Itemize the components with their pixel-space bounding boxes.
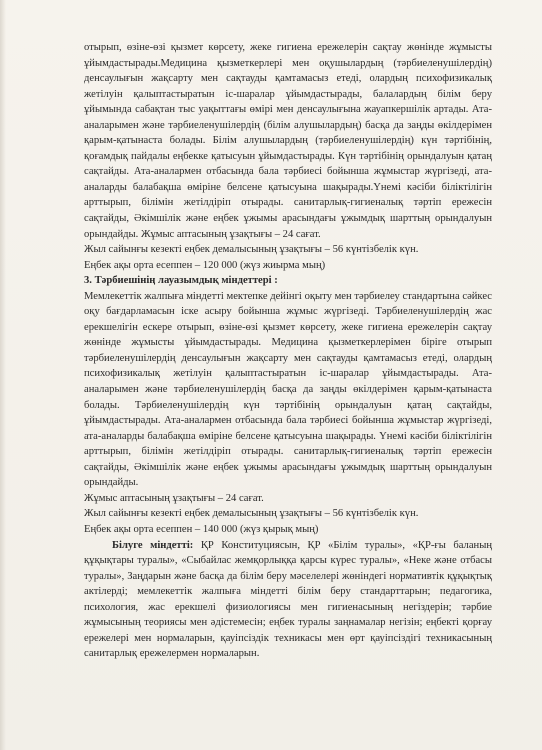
knowledge-text: ҚР Конституциясын, ҚР «Білім туралы», «ҚР-ғы баланың құқықтары туралы», «Сыбайлас жемқорлыққа қарсы күрес туралы», «Неке және отбасы туралы», Заңдарын және басқа да білім беру мәселелері жөніндегі нормативтік құқықтық актілерді; мемлекеттік жалпыға міндетті білім беру стандарттарын; педагогика, психология, жас ерекшелі физиологиясы мен гигиенасының негіздерін; тәрбие жұмысының теориясы мен әдістемесін; еңбек туралы заңнамалар негізін; еңбекті қорғау ережелері мен нормаларын, қауіпсіздік техникасы мен өрт қауіпсіздігі техникасының санитарлық ережелермен нормаларын.	[84, 539, 492, 660]
salary-line-2: Еңбек ақы орта есеппен – 140 000 (жүз қырық мың)	[84, 523, 319, 535]
paragraph-continuation: отырып, өзіне-өзі қызмет көрсету, жеке гигиена ережелерін сақтау жөнінде жұмысты ұйымдастырады.Медицина қызметкерлері мен оқушылардың (тәрбиеленушілердің) денсаулығын жақсарту мен сақтауды қамтамасыз етеді, олардың психофизикалық жетілуін қалыптастыратын іс-шаралар ұйымдастырады, балалардың білім беру ұйымында сабақтан тыс уақыттағы өмірі мен денсаулығына жауапкершілік артады. Ата-аналарымен және тәрбиеленушілердің (білім алушылардың) басқа да заңды өкілдерімен қарым-қатынаста болады. Білім алушылардың (тәрбиеленушілердің) күн тәртібінің, қоғамдық пайдалы еңбекке қатысуын ұйымдастырады. Күн тәртібінің орындалуын қатаң сақтайды. Ата-аналармен отбасында бала тәрбиесі бойынша жұмыстар жүргізеді, ата-аналарды балабақша өміріне белсене қатысуына шақырады.Үнемі кәсіби біліктілігін арттырып, білімін жетілдіріп отырады. санитарлық-гигиеналық тәртіп ережесін сақтайды, Әкімшілік және еңбек ұжымы арасындағы ұжымдық шарттың орындалуын орындайды. Жұмыс аптасының ұзақтығы – 24 сағат.	[84, 42, 492, 240]
knowledge-paragraph	[84, 538, 492, 662]
duties-paragraph: Мемлекеттік жалпыға міндетті мектепке дейінгі оқыту мен тәрбиелеу стандартына сәйкес оқу бағдарламасын іске асыру бойынша жұмыс жүргізеді. Тәрбиеленушілердің жас ерекшелігін ескере отырып, өзіне-өзі қызмет көрсету, жеке гигиена ережелерін сақтау жөнінде жұмысты ұйымдастырады. Медицина қызметкерлерімен біріге отырып тәрбиеленушілердің денсаулығын жақсарту мен сақтауды қамтамасыз етеді, олардың психофизикалық жетілуін қалыптастыратын іс-шаралар ұйымдастырады. Ата-аналарымен және тәрбиеленушілердің басқа да заңды өкілдерімен қарым-қатынаста болады. Тәрбиеленушілердің күн тәртібінің орындалуын қатаң сақтайды, ұйымдастырады. Ата-аналармен отбасында бала тәрбиесі бойынша жұмыстар жүргізеді, ата-аналарды балабақша өміріне белсене қатысуына шақырады. Үнемі кәсіби біліктілігін арттырып, білімін жетілдіріп отырады. санитарлық-гигиеналық тәртіп ережесін сақтайды, Әкімшілік және еңбек ұжымы арасындағы ұжымдық шарттың орындалуын орындайды.	[84, 290, 492, 489]
vacation-length: Жыл сайынғы кезекті еңбек демалысының ұзақтығы – 56 күнтізбелік күн.	[84, 244, 419, 256]
knowledge-lead: Білуге міндетті:	[112, 539, 194, 551]
vacation-length-2: Жыл сайынғы кезекті еңбек демалысының ұзақтығы – 56 күнтізбелік күн.	[84, 508, 419, 520]
section-heading: 3. Тәрбиешінің лауазымдық міндеттері :	[84, 275, 278, 287]
document-body	[84, 40, 492, 662]
scan-edge-shadow	[0, 0, 6, 750]
work-week-line: Жұмыс аптасының ұзақтығы – 24 сағат.	[84, 492, 264, 504]
salary-line: Еңбек ақы орта есеппен – 120 000 (жүз жиырма мың)	[84, 259, 326, 271]
